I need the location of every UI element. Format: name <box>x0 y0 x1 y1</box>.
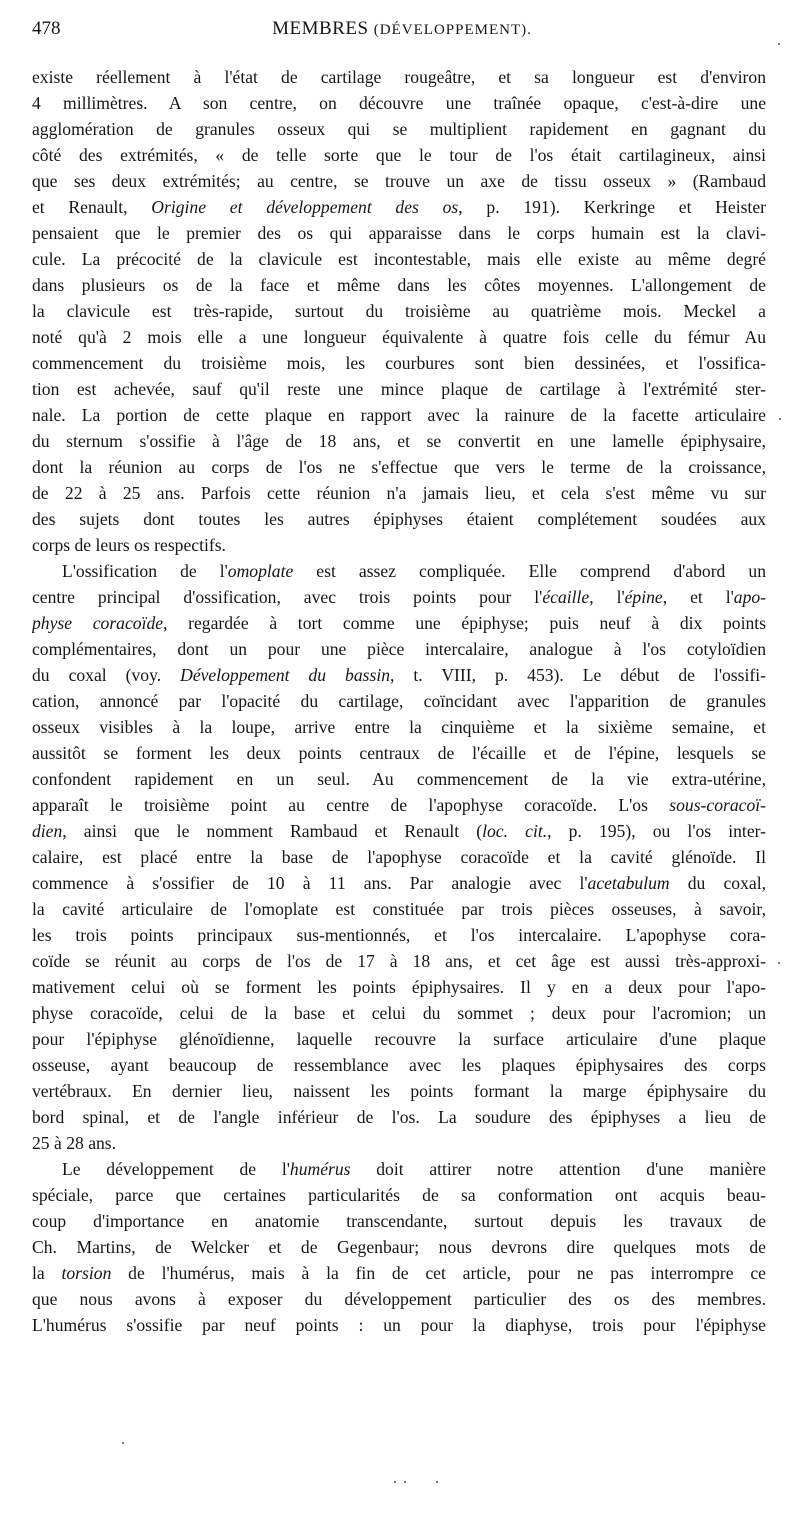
italic-term: Origine et développement des os <box>151 197 459 217</box>
text-run: bord spinal, et de l'angle inférieur de l'os. La soudure des épiphyses a lieu de <box>32 1107 766 1127</box>
running-title-sub: (DÉVELOPPEMENT). <box>373 22 532 38</box>
speck <box>778 962 780 964</box>
text-line <box>32 1312 766 1338</box>
text-run: du sternum s'ossifie à l'âge de 18 ans, et se convertit en une lamelle épiphysaire, <box>32 431 766 451</box>
text-line <box>32 116 766 142</box>
text-line <box>32 1052 766 1078</box>
text-line <box>32 506 766 532</box>
running-title <box>32 18 772 40</box>
text-line <box>32 1208 766 1234</box>
text-run: osseux visibles à la loupe, arrive entre la cinquième et la sixième semaine, et <box>32 717 766 737</box>
text-run: apparaît le troisième point au centre de l'apophyse coracoïde. L'os <box>32 795 670 815</box>
text-run: cation, annoncé par l'opacité du cartilage, coïncidant avec l'apparition de granules <box>32 691 766 711</box>
text-run: L'humérus s'ossifie par neuf points : un pour la diaphyse, trois pour l'épiphyse <box>32 1315 766 1335</box>
text-line <box>32 1078 766 1104</box>
text-line <box>32 298 766 324</box>
text-run: complémentaires, dont un pour une pièce intercalaire, analogue à l'os cotyloïdien <box>32 639 766 659</box>
text-run: que nous avons à exposer du développement particulier des os des membres. <box>32 1289 766 1309</box>
text-run: de l'humérus, mais à la fin de cet article, pour ne pas interrompre ce <box>111 1263 766 1283</box>
speck <box>122 1442 124 1444</box>
speck <box>779 418 781 420</box>
text-run: cule. La précocité de la clavicule est incontestable, mais elle existe au même degré <box>32 249 766 269</box>
text-run: osseuse, ayant beaucoup de ressemblance avec les plaques épiphysaires des corps <box>32 1055 766 1075</box>
text-line <box>32 272 766 298</box>
text-run: physe coracoïde, celui de la base et celui du sommet ; deux pour l'acromion; un <box>32 1003 766 1023</box>
text-run: du coxal (voy. <box>32 665 181 685</box>
text-line <box>32 714 766 740</box>
text-line <box>32 480 766 506</box>
text-run: centre principal d'ossification, avec trois points pour l' <box>32 587 543 607</box>
text-run: agglomération de granules osseux qui se multiplient rapidement en gagnant du <box>32 119 766 139</box>
page-number: 478 <box>32 18 61 39</box>
text-line <box>32 324 766 350</box>
text-run: dans plusieurs os de la face et même dans les côtes moyennes. L'allongement de <box>32 275 766 295</box>
text-line <box>32 1286 766 1312</box>
text-run: les trois points principaux sus-mentionnés, et l'os intercalaire. L'apophyse cora- <box>32 925 766 945</box>
italic-term: sous-coracoï- <box>669 795 766 815</box>
text-line <box>32 1156 766 1182</box>
text-line <box>32 974 766 1000</box>
text-run: et Renault, <box>32 197 152 217</box>
text-line <box>32 610 766 636</box>
text-run: , ainsi que le nomment Rambaud et Renault ( <box>62 821 483 841</box>
text-line <box>32 1026 766 1052</box>
text-run: Le développement de l' <box>62 1159 290 1179</box>
text-run: noté qu'à 2 mois elle a une longueur équivalente à quatre fois celle du fémur Au <box>32 327 766 347</box>
text-run: des sujets dont toutes les autres épiphyses étaient complétement soudées aux <box>32 509 766 529</box>
text-run: mativement celui où se forment les points épiphysaires. Il y en a deux pour l'apo- <box>32 977 766 997</box>
text-line <box>32 948 766 974</box>
text-run: commencement du troisième mois, les courbures sont bien dessinées, et l'ossifica- <box>32 353 766 373</box>
text-run: commence à s'ossifier de 10 à 11 ans. Par analogie avec l' <box>32 873 588 893</box>
text-run: spéciale, parce que certaines particularités de sa conformation ont acquis beau- <box>32 1185 766 1205</box>
text-line <box>32 844 766 870</box>
text-line <box>32 402 766 428</box>
italic-term: acetabulum <box>587 873 670 893</box>
scan-specks <box>0 1380 800 1500</box>
text-line <box>32 1130 766 1156</box>
text-line <box>32 1104 766 1130</box>
text-run: , p. 191). Kerkringe et Heister <box>458 197 766 217</box>
text-run: tion est achevée, sauf qu'il reste une mince plaque de cartilage à l'extrémité ster- <box>32 379 766 399</box>
text-run: aussitôt se forment les deux points centraux de l'écaille et de l'épine, lesquels se <box>32 743 766 763</box>
text-run: corps de leurs os respectifs. <box>32 535 226 555</box>
text-run: , p. 195), ou l'os inter- <box>547 821 766 841</box>
text-run: , l' <box>589 587 625 607</box>
text-run: , regardée à tort comme une épiphyse; puis neuf à dix points <box>163 613 766 633</box>
text-run: existe réellement à l'état de cartilage rougeâtre, et sa longueur est d'environ <box>32 67 766 87</box>
text-run: confondent rapidement en un seul. Au commencement de la vie extra-utérine, <box>32 769 766 789</box>
text-run: 4 millimètres. A son centre, on découvre une traînée opaque, c'est-à-dire une <box>32 93 766 113</box>
text-line <box>32 766 766 792</box>
italic-term: écaille <box>542 587 590 607</box>
text-line <box>32 64 766 90</box>
text-line <box>32 870 766 896</box>
italic-term: Développement du bassin <box>180 665 391 685</box>
text-line <box>32 194 766 220</box>
text-run: calaire, est placé entre la base de l'apophyse coracoïde et la cavité glénoïde. Il <box>32 847 766 867</box>
text-line <box>32 532 766 558</box>
text-run: , t. VIII, p. 453). Le début de l'ossifi- <box>390 665 766 685</box>
text-run: dont la réunion au corps de l'os ne s'effectue que vers le terme de la croissance, <box>32 457 766 477</box>
text-run: est assez compliquée. Elle comprend d'abord un <box>293 561 766 581</box>
text-line <box>32 246 766 272</box>
italic-term: humérus <box>289 1159 351 1179</box>
text-run: pensaient que le premier des os qui apparaisse dans le corps humain est la clavi- <box>32 223 766 243</box>
text-line <box>32 454 766 480</box>
page-header <box>32 8 772 48</box>
text-line <box>32 818 766 844</box>
body-text <box>32 64 766 1338</box>
text-run: 25 à 28 ans. <box>32 1133 117 1153</box>
text-run: pour l'épiphyse glénoïdienne, laquelle recouvre la surface articulaire d'une plaque <box>32 1029 766 1049</box>
text-line <box>32 662 766 688</box>
text-run: vertébraux. En dernier lieu, naissent les points formant la marge épiphysaire du <box>32 1081 766 1101</box>
text-run: de 22 à 25 ans. Parfois cette réunion n'a jamais lieu, et cela s'est même vu sur <box>32 483 766 503</box>
text-run: L'ossification de l' <box>62 561 228 581</box>
text-run: Ch. Martins, de Welcker et de Gegenbaur; nous devrons dire quelques mots de <box>32 1237 766 1257</box>
text-run: , et l' <box>662 587 734 607</box>
italic-term: physe coracoïde <box>32 613 164 633</box>
italic-term: apo- <box>733 587 766 607</box>
speck <box>394 1481 396 1483</box>
text-line <box>32 1260 766 1286</box>
italic-term: loc. cit. <box>482 821 548 841</box>
text-line <box>32 1182 766 1208</box>
text-line <box>32 636 766 662</box>
text-line <box>32 220 766 246</box>
text-run: côté des extrémités, « de telle sorte que le tour de l'os était cartilagineux, ainsi <box>32 145 766 165</box>
text-line <box>32 896 766 922</box>
text-line <box>32 168 766 194</box>
text-line <box>32 1000 766 1026</box>
text-line <box>32 376 766 402</box>
text-line <box>32 922 766 948</box>
text-run: nale. La portion de cette plaque en rapport avec la rainure de la facette articulaire <box>32 405 766 425</box>
text-line <box>32 584 766 610</box>
text-line <box>32 792 766 818</box>
text-line <box>32 558 766 584</box>
speck <box>404 1481 406 1483</box>
text-run: du coxal, <box>669 873 766 893</box>
italic-term: torsion <box>61 1263 112 1283</box>
text-line <box>32 1234 766 1260</box>
italic-term: épine <box>624 587 663 607</box>
italic-term: omoplate <box>227 561 294 581</box>
text-run: coïde se réunit au corps de l'os de 17 à 18 ans, et cet âge est aussi très-approxi- <box>32 951 766 971</box>
text-run: doit attirer notre attention d'une manière <box>350 1159 766 1179</box>
running-title-main: MEMBRES <box>272 18 369 39</box>
text-line <box>32 428 766 454</box>
text-line <box>32 90 766 116</box>
text-run: la cavité articulaire de l'omoplate est constituée par trois pièces osseuses, à savoir, <box>32 899 766 919</box>
speck <box>778 43 780 45</box>
text-line <box>32 350 766 376</box>
text-run: que ses deux extrémités; au centre, se trouve un axe de tissu osseux » (Rambaud <box>32 171 766 191</box>
text-run: coup d'importance en anatomie transcendante, surtout depuis les travaux de <box>32 1211 766 1231</box>
italic-term: dien <box>32 821 63 841</box>
text-run: la clavicule est très-rapide, surtout du troisième au quatrième mois. Meckel a <box>32 301 766 321</box>
text-line <box>32 688 766 714</box>
speck <box>436 1481 438 1483</box>
text-run: la <box>32 1263 62 1283</box>
text-line <box>32 740 766 766</box>
text-line <box>32 142 766 168</box>
